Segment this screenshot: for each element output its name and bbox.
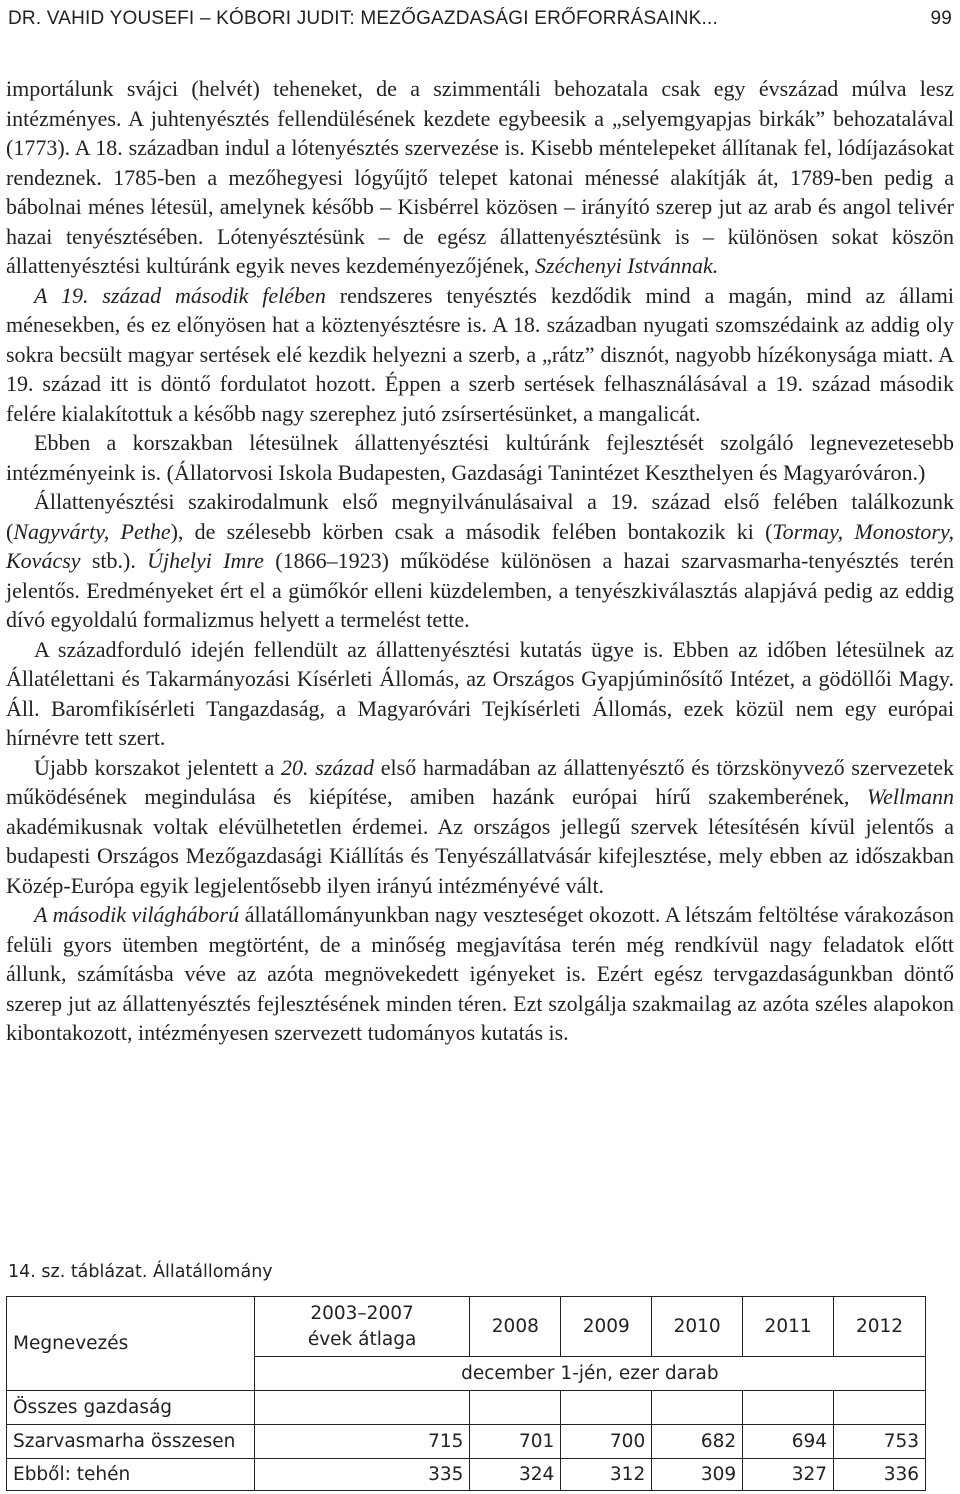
page-number: 99 bbox=[930, 8, 952, 29]
table-row bbox=[7, 1391, 926, 1425]
text-run: (1866–1923) működése különösen a hazai szarvasmarha-tenyésztés terén jelentős. Eredményeket ért el a gümőkór elleni küzdelemben, a tenyészkiválasztás alapjává pedig az eddig dívó egyoldalú formalizmus helyett a termelést tette. bbox=[6, 548, 954, 632]
table-caption: 14. sz. táblázat. Állatállomány bbox=[8, 1262, 273, 1282]
table-cell bbox=[652, 1391, 743, 1425]
paragraph bbox=[6, 900, 954, 1048]
paragraph bbox=[6, 281, 954, 429]
italic-run: Nagyvárty, Pethe bbox=[13, 518, 171, 544]
header-year: 2010 bbox=[652, 1297, 743, 1357]
header-unit: december 1-jén, ezer darab bbox=[254, 1357, 925, 1391]
running-title: DR. VAHID YOUSEFI – KÓBORI JUDIT: MEZŐGAZDASÁGI ERŐFORRÁSAINK... bbox=[8, 8, 718, 29]
row-label: Összes gazdaság bbox=[7, 1391, 255, 1425]
table-cell: 324 bbox=[470, 1459, 561, 1491]
italic-run: A 19. század második felében bbox=[34, 282, 326, 308]
paragraph bbox=[6, 635, 954, 753]
table-cell bbox=[561, 1391, 652, 1425]
header-year: 2009 bbox=[561, 1297, 652, 1357]
running-header bbox=[8, 2, 952, 36]
header-average-line2: évek átlaga bbox=[307, 1328, 417, 1350]
italic-run: A második világháború bbox=[34, 902, 240, 927]
italic-run: 20. század bbox=[281, 754, 374, 780]
text-run: első harmadában az állattenyésztő és törzskönyvező szervezetek működésének megindulása és kiépítése, amiben hazánk európai hírű szakemberének, bbox=[6, 754, 955, 809]
italic-run: Széchenyi Istvánnak. bbox=[535, 253, 719, 278]
table-row bbox=[7, 1459, 926, 1491]
text-run: akadémikusnak voltak elévülhetetlen érdemei. Az országos jellegű szervek létesítésén kívül jelentős a budapesti Országos Mezőgazdasági Kiállítás és Tenyészállatvásár kifejlesztése, mely ebben az időszakban Közép-Európa egyik legjelentősebb ilyen irányú intézményévé vált. bbox=[6, 813, 954, 898]
table-cell: 694 bbox=[743, 1425, 834, 1459]
paragraph bbox=[6, 753, 954, 901]
header-year: 2008 bbox=[470, 1297, 561, 1357]
table-cell: 753 bbox=[834, 1425, 926, 1459]
header-name-cell bbox=[7, 1297, 255, 1391]
header-name: Megnevezés bbox=[13, 1333, 129, 1354]
text-run: rendszeres tenyésztés kezdődik mind a magán, mind az állami ménesekben, és ez előnyösen hat a köztenyésztésre is. A 18. században nyugati szomszédaink az addig oly sokra becsült magyar sertések elé kezdik helyezni a szerb, a „rátz” disznót, nagyobb hízékonysága miatt. A 19. század itt is döntő fordulatot hozott. Éppen a szerb sertések felhasználásával a 19. század második felére kialakítottuk a később nagy szerephez jutó zsírsertésünket, a mangalicát. bbox=[6, 282, 954, 426]
text-run: Állattenyésztési szakirodalmunk első megnyilvánulásaival a 19. század első felében találkozunk ( bbox=[6, 489, 954, 544]
table-cell bbox=[834, 1391, 926, 1425]
table-cell bbox=[743, 1391, 834, 1425]
table-cell: 335 bbox=[254, 1459, 470, 1491]
table-cell: 327 bbox=[743, 1459, 834, 1491]
text-run: ), de szélesebb körben csak a második felében bontakozik ki ( bbox=[170, 518, 773, 544]
header-average-line1: 2003–2007 bbox=[310, 1302, 414, 1324]
table-cell: 336 bbox=[834, 1459, 926, 1491]
table-cell: 309 bbox=[652, 1459, 743, 1491]
body-text bbox=[6, 74, 954, 1048]
paragraph bbox=[6, 487, 954, 635]
header-year: 2012 bbox=[834, 1297, 926, 1357]
italic-run: Tormay, Monostory, Kovácsy bbox=[6, 518, 955, 573]
table-row bbox=[7, 1425, 926, 1459]
italic-run: Újhelyi Imre bbox=[147, 548, 264, 573]
paragraph bbox=[6, 74, 954, 281]
italic-run: Wellmann bbox=[866, 784, 954, 809]
text-run: stb.). bbox=[80, 548, 148, 573]
table-cell: 701 bbox=[470, 1425, 561, 1459]
text-run: Újabb korszakot jelentett a bbox=[34, 754, 282, 780]
text-run: A századforduló idején fellendült az állattenyésztési kutatás ügye is. Ebben az időben létesülnek az Állatélettani és Takarmányozási Kísérleti Állomás, az Országos Gyapjúminősítő Intézet, a gödöllői Magy. Áll. Baromfikísérleti Tangazdaság, a Magyaróvári Tejkísérleti Állomás, ezek közül nem egy európai hírnévre tett szert. bbox=[6, 636, 954, 750]
header-average-cell bbox=[254, 1297, 470, 1357]
header-year: 2011 bbox=[743, 1297, 834, 1357]
text-run: importálunk svájci (helvét) teheneket, de a szimmentáli behozatala csak egy évszázad múlva lesz intézményes. A juhtenyésztés fellendülésének kezdete egybeesik a „selyemgyapjas birkák” behozatalával (1773). A 18. században indul a lótenyésztés szervezése is. Kisebb méntelepeket állítanak fel, lódíjazásokat rendeznek. 1785-ben a mezőhegyesi lógyűjtő telepet katonai ménessé alakítják át, 1789-ben pedig a bábolnai ménes létesül, amelynek később – Kisbérrel közösen – irányító szerep jut az arab és angol telivér hazai tenyésztésében. Lótenyésztésünk – de egész állattenyésztésünk is – különösen sokat köszön állattenyésztési kultúránk egyik neves kezdeményezőjének, bbox=[6, 76, 954, 278]
text-run: állatállományunkban nagy veszteséget okozott. A létszám feltöltése várakozáson felüli gyors ütemben megtörtént, de a minőség megjavítása terén még rendkívül nagy feladatok előtt állunk, számításba véve az azóta megnövekedett igényeket is. Ezért egész tervgazdaságunkban döntő szerep jut az állattenyésztés fejlesztésének minden téren. Ezt szolgálja szakmailag az azóta széles alapokon kibontakozott, intézményesen szervezett tudományos kutatás is. bbox=[6, 902, 954, 1045]
table-cell bbox=[470, 1391, 561, 1425]
livestock-table bbox=[6, 1296, 926, 1491]
table-cell bbox=[254, 1391, 470, 1425]
table-cell: 682 bbox=[652, 1425, 743, 1459]
row-label: Szarvasmarha összesen bbox=[7, 1425, 255, 1459]
table-cell: 312 bbox=[561, 1459, 652, 1491]
text-run: Ebben a korszakban létesülnek állattenyésztési kultúránk fejlesztését szolgáló legnevezetesebb intézményeink is. (Állatorvosi Iskola Budapesten, Gazdasági Tanintézet Keszthelyen és Magyaróváron.) bbox=[6, 430, 954, 485]
table-cell: 715 bbox=[254, 1425, 470, 1459]
table-cell: 700 bbox=[561, 1425, 652, 1459]
row-label: Ebből: tehén bbox=[7, 1459, 255, 1491]
paragraph bbox=[6, 428, 954, 487]
